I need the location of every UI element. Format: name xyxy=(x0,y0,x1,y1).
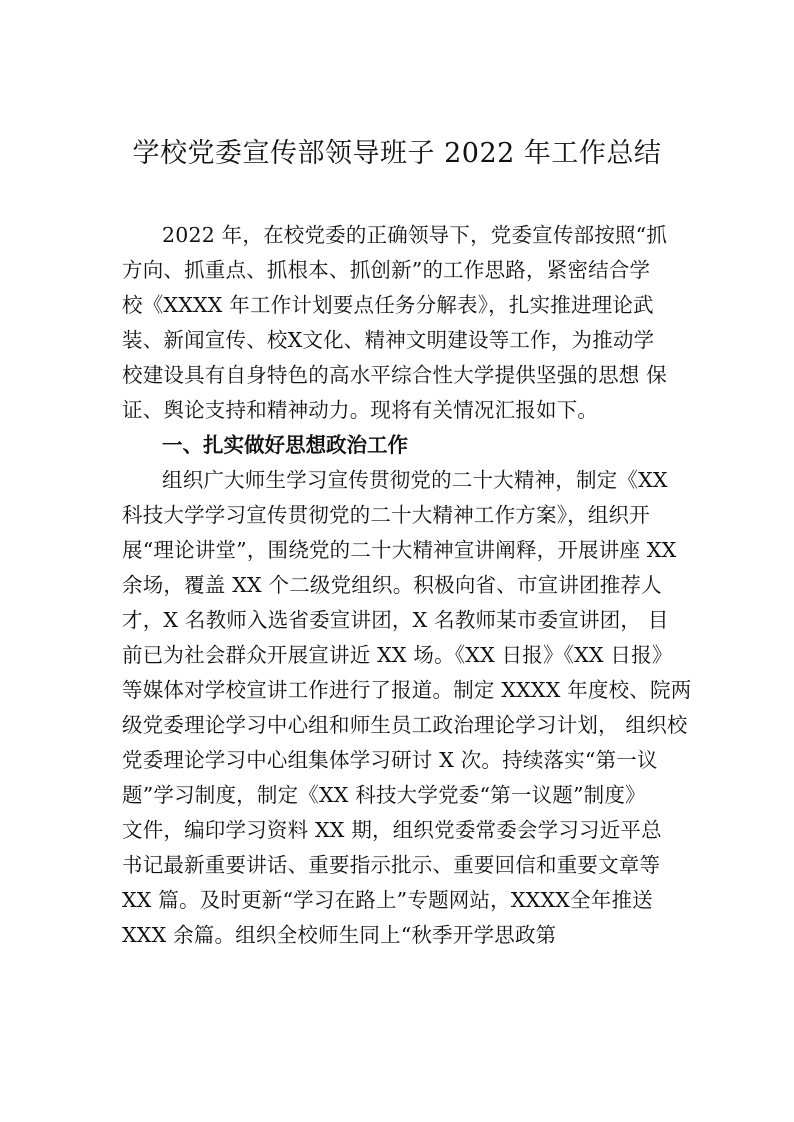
body-line: 前已为社会群众开展宣讲近 XX 场。《XX 日报》《XX 日报》 xyxy=(122,643,673,667)
document-title: 学校党委宣传部领导班子 2022 年工作总结 xyxy=(132,138,662,169)
section-heading: 一、扎实做好思想政治工作 xyxy=(162,433,408,457)
body-line: 科技大学学习宣传贯彻党的二十大精神工作方案》，组织开 xyxy=(122,503,650,527)
body-line: 余场，覆盖 XX 个二级党组织。积极向省、市宣讲团推荐人 xyxy=(122,573,662,597)
body-line: 级党委理论学习中心组和师生员工政治理论学习计划， 组织校 xyxy=(122,713,688,737)
intro-line: 证、舆论支持和精神动力。现将有关情况汇报如下。 xyxy=(122,398,599,422)
intro-line: 2022 年，在校党委的正确领导下，党委宣传部按照“抓 xyxy=(162,223,668,247)
body-line: 书记最新重要讲话、重要指示批示、重要回信和重要文章等 xyxy=(122,853,661,877)
body-line: 展“理论讲堂”，围绕党的二十大精神宣讲阐释，开展讲座 XX xyxy=(122,538,677,562)
body-line: XXX 余篇。组织全校师生同上“秋季开学思政第 xyxy=(122,923,557,947)
body-line: 组织广大师生学习宣传贯彻党的二十大精神，制定《XX xyxy=(162,468,668,492)
intro-line: 校建设具有自身特色的高水平综合性大学提供坚强的思想 保 xyxy=(122,363,667,387)
body-line: 题”学习制度，制定《XX 科技大学党委“第一议题”制度》 xyxy=(122,783,646,807)
body-line: 才，X 名教师入选省委宣讲团，X 名教师某市委宣讲团， 目 xyxy=(122,608,669,632)
body-line: 等媒体对学校宣讲工作进行了报道。制定 XXXX 年度校、院两 xyxy=(122,678,692,702)
body-line: XX 篇。及时更新“学习在路上”专题网站，XXXX全年推送 xyxy=(122,888,653,912)
intro-line: 校《XXXX 年工作计划要点任务分解表》，扎实推进理论武 xyxy=(122,293,654,317)
intro-line: 装、新闻宣传、校X文化、精神文明建设等工作，为推动学 xyxy=(122,328,655,352)
intro-line: 方向、抓重点、抓根本、抓创新”的工作思路，紧密结合学 xyxy=(122,258,651,282)
body-line: 文件，编印学习资料 XX 期，组织党委常委会学习习近平总 xyxy=(122,818,662,842)
body-line: 党委理论学习中心组集体学习研讨 X 次。持续落实“第一议 xyxy=(122,748,658,772)
